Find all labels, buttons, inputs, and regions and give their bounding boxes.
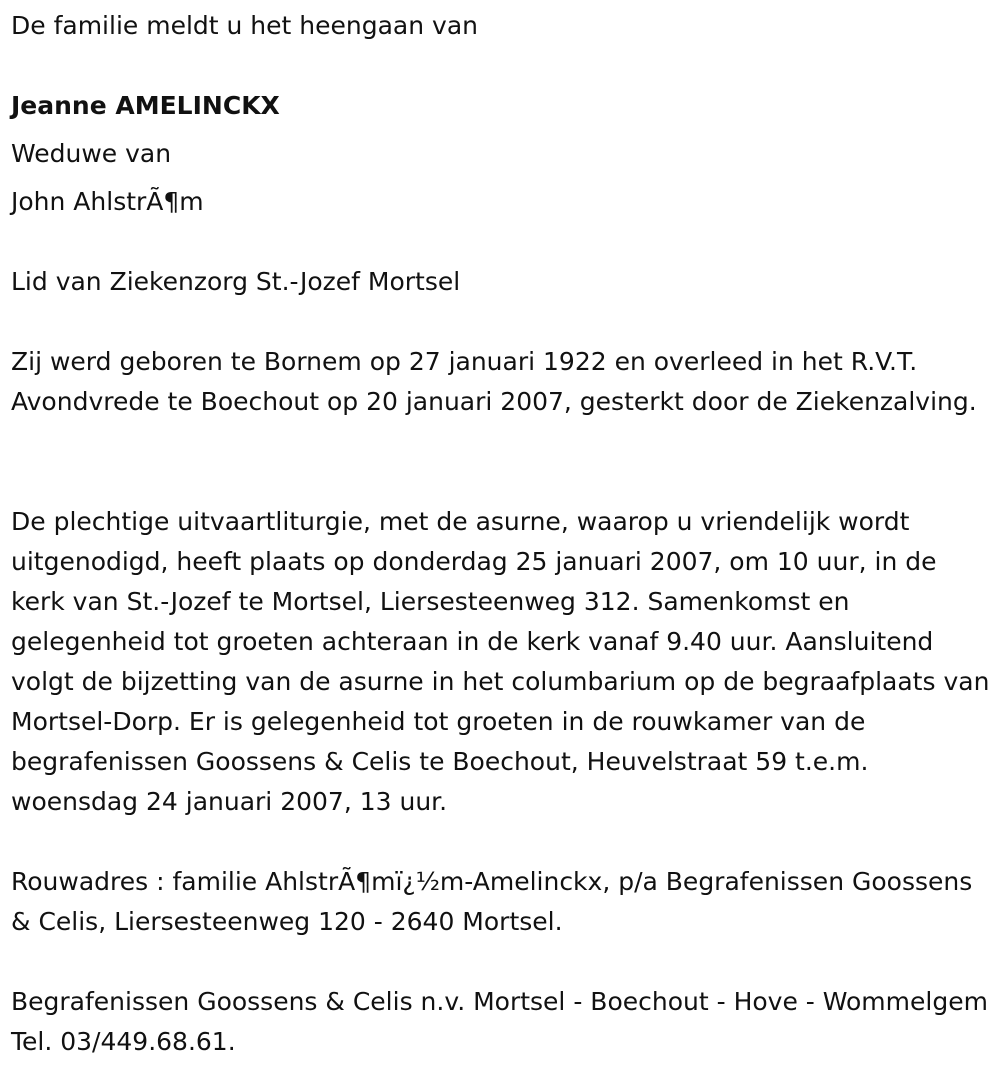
mourning-address-paragraph: Rouwadres : familie AhlstrÃ¶mï¿½m-Amelinckx, p/a Begrafenissen Goossens & Celis, Liersesteenweg 120 - 2640 Mortsel. — [11, 867, 973, 936]
spouse-name: John AhlstrÃ¶m — [11, 187, 204, 216]
funeral-paragraph: De plechtige uitvaartliturgie, met de asurne, waarop u vriendelijk wordt uitgenodigd, heeft plaats op donderdag 25 januari 2007, om 10 uur, in de kerk van St.-Jozef te Mortsel, Liersesteenweg 312. Samenkomst en gelegenheid tot groeten achteraan in de kerk vanaf 9.40 uur. Aansluitend volgt de bijzetting van de asurne in het columbarium op de begraafplaats van Mortsel-Dorp. Er is gelegenheid tot groeten in de rouwkamer van de begrafenissen Goossens & Celis te Boechout, Heuvelstraat 59 t.e.m. woensdag 24 januari 2007, 13 uur. — [11, 507, 990, 816]
intro-text: De familie meldt u het heengaan van — [11, 11, 478, 40]
membership-text: Lid van Ziekenzorg St.-Jozef Mortsel — [11, 267, 461, 296]
widow-label: Weduwe van — [11, 139, 172, 168]
undertaker-paragraph: Begrafenissen Goossens & Celis n.v. Mortsel - Boechout - Hove - Wommelgem Tel. 03/449.68.61. — [11, 987, 988, 1056]
birth-death-paragraph: Zij werd geboren te Bornem op 27 januari 1922 en overleed in het R.V.T. Avondvrede te Boechout op 20 januari 2007, gesterkt door de Ziekenzalving. — [11, 347, 977, 416]
deceased-name: Jeanne AMELINCKX — [11, 91, 280, 120]
